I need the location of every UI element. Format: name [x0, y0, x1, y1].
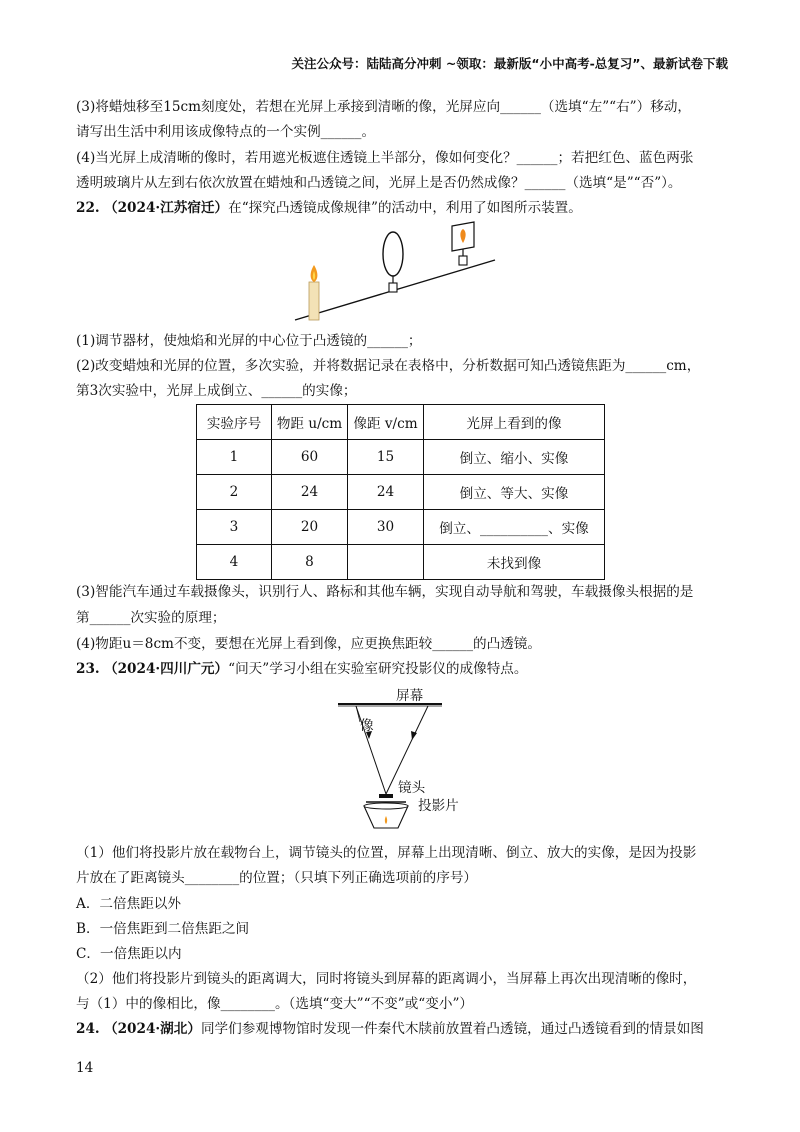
q21-part3-line1: (3)将蜡烛移至15cm刻度处，若想在光屏上承接到清晰的像，光屏应向______（选填“左”“右”）移动， — [76, 99, 692, 115]
q21-part3-line2: 请写出生活中利用该成像特点的一个实例______。 — [76, 124, 376, 140]
table-row — [197, 510, 605, 545]
table-cell: 2 — [197, 475, 272, 510]
convex-lens — [383, 232, 403, 276]
table-row — [197, 475, 605, 510]
table-cell: 未找到像 — [424, 545, 605, 580]
q23-option-b: B．一倍焦距到二倍焦距之间 — [76, 921, 250, 937]
q23-title — [76, 659, 528, 679]
q23-source: （2024·四川广元） — [103, 661, 229, 677]
table-header-cell: 光屏上看到的像 — [424, 405, 605, 440]
table-cell: 15 — [348, 440, 424, 475]
page-header: 关注公众号：陆陆高分冲刺 ~领取：最新版“小中高考-总复习”、最新试卷下载 — [291, 56, 728, 71]
table-cell: 20 — [272, 510, 348, 545]
table-cell — [348, 545, 424, 580]
table-cell: 倒立、等大、实像 — [424, 475, 605, 510]
table-header-cell: 物距 u/cm — [272, 405, 348, 440]
q23-part1-line2: 片放在了距离镜头________的位置；（只填下列正确选项前的序号） — [76, 870, 478, 886]
q22-stem: 在“探究凸透镜成像规律”的活动中，利用了如图所示装置。 — [228, 200, 582, 216]
table-row — [197, 440, 605, 475]
fig-label-screen: 屏幕 — [396, 688, 424, 704]
table-cell: 4 — [197, 545, 272, 580]
q24-number: 24. — [76, 1021, 100, 1037]
table-header-row — [197, 405, 605, 440]
q23-part2-line2: 与（1）中的像相比，像________。（选填“变大”“不变”或“变小”） — [76, 996, 473, 1012]
page-number: 14 — [76, 1060, 94, 1076]
candle-body — [309, 282, 319, 320]
table-cell: 倒立、__________、实像 — [424, 510, 605, 545]
q23-part2-line1: （2）他们将投影片到镜头的距离调大，同时将镜头到屏幕的距离调小，当屏幕上再次出现清晰的像时， — [76, 971, 697, 987]
q23-stem: “问天”学习小组在实验室研究投影仪的成像特点。 — [228, 661, 528, 677]
screen-holder — [459, 256, 467, 265]
table-cell: 60 — [272, 440, 348, 475]
q23-option-c: C．一倍焦距以内 — [76, 946, 182, 962]
table-header-cell: 实验序号 — [197, 405, 272, 440]
fig-label-slide: 投影片 — [418, 798, 459, 814]
table-header-cell: 像距 v/cm — [348, 405, 424, 440]
q22-apparatus-figure — [290, 220, 510, 325]
table-row — [197, 545, 605, 580]
q22-part2-line2: 第3次实验中，光屏上成倒立、______的实像； — [76, 383, 357, 399]
table-cell: 倒立、缩小、实像 — [424, 440, 605, 475]
table-cell: 24 — [272, 475, 348, 510]
q21-part4-line1: (4)当光屏上成清晰的像时，若用遮光板遮住透镜上半部分，像如何变化？______；若把红色、蓝色两张 — [76, 150, 694, 166]
q22-part1: (1)调节器材，使烛焰和光屏的中心位于凸透镜的______； — [76, 333, 422, 349]
q23-option-a: A．二倍焦距以外 — [76, 896, 181, 912]
q23-number: 23. — [76, 661, 100, 677]
fig-label-image: 像 — [360, 718, 374, 734]
q21-part4-line2: 透明玻璃片从左到右依次放置在蜡烛和凸透镜之间，光屏上是否仍然成像？______（选填“是”“否”）。 — [76, 175, 682, 191]
q22-source: （2024·江苏宿迁） — [103, 200, 229, 216]
table-cell: 24 — [348, 475, 424, 510]
table-cell: 1 — [197, 440, 272, 475]
q22-part4: (4)物距u＝8cm不变，要想在光屏上看到像，应更换焦距较______的凸透镜。 — [76, 636, 541, 652]
table-cell: 30 — [348, 510, 424, 545]
table-cell: 3 — [197, 510, 272, 545]
fig-label-lens: 镜头 — [398, 780, 426, 796]
q23-part1-line1: （1）他们将投影片放在载物台上，调节镜头的位置，屏幕上出现清晰、倒立、放大的实像，是因为投影 — [76, 845, 697, 861]
q22-part3-line2: 第______次实验的原理； — [76, 610, 226, 626]
q22-part3-line1: (3)智能汽车通过车载摄像头，识别行人、路标和其他车辆，实现自动导航和驾驶，车载摄像头根据的是 — [76, 584, 694, 600]
q22-title — [76, 198, 582, 218]
q22-number: 22. — [76, 200, 100, 216]
q24-source: （2024·湖北） — [103, 1021, 201, 1037]
table-cell: 8 — [272, 545, 348, 580]
lens-icon — [379, 794, 393, 798]
q22-part2-line1: (2)改变蜡烛和光屏的位置，多次实验，并将数据记录在表格中，分析数据可知凸透镜焦距为______cm， — [76, 358, 701, 374]
q24-title — [76, 1019, 704, 1039]
q24-stem: 同学们参观博物馆时发现一件秦代木牍前放置着凸透镜，通过凸透镜看到的情景如图 — [200, 1021, 704, 1037]
q22-data-table — [196, 404, 605, 580]
lens-holder — [389, 283, 397, 292]
